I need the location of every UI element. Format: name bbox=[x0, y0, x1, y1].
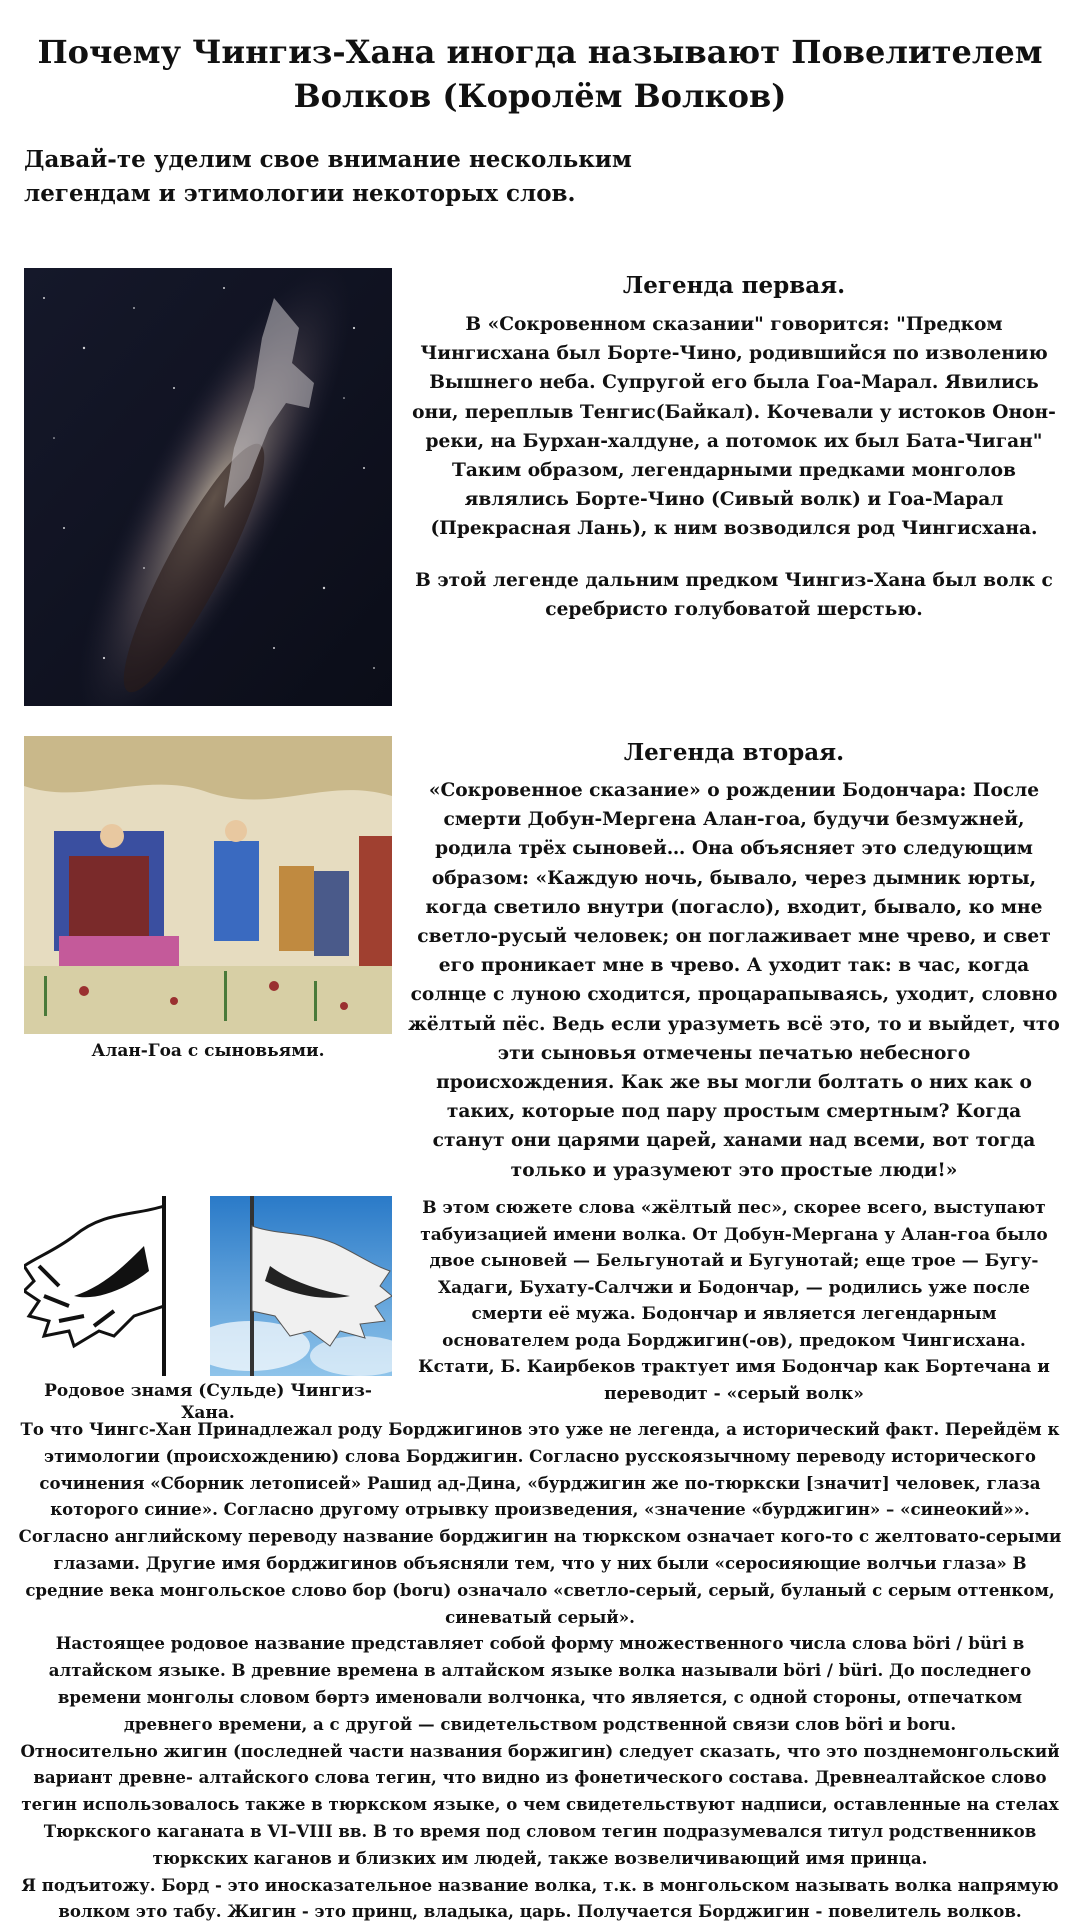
banner-caption: Родовое знамя (Сульде) Чингиз-Хана. bbox=[44, 1381, 372, 1423]
legend-1-text bbox=[408, 310, 1060, 624]
legend-1-heading: Легенда первая. bbox=[622, 272, 846, 299]
intro-text: Давай-те уделим свое внимание нескольким легендам и этимологии некоторых слов. bbox=[24, 146, 632, 207]
page-title: Почему Чингиз-Хана иногда называют Повелителем Волков (Королём Волков) bbox=[37, 33, 1043, 115]
legend-3-text: В этом сюжете слова «жёлтый пес», скорее всего, выступают табуизацией имени волка. От Добун-Мергана у Алан-гоа было двое сыновей — Бельгунотай и Бугунотай; еще трое — Бугу-Хадаги, Бухату-Салчжи и Бодончар, — родились уже после смерти её мужа. Бодончар и является легендарным основателем рода Борджигин(-ов), предоком Чингисхана. Кстати, Б. Каирбеков трактует имя Бодончар как Бортечана и переводит - «серый волк» bbox=[418, 1198, 1050, 1404]
etymology-paragraph-1: То что Чингс-Хан Принадлежал роду Борджигинов это уже не легенда, а исторический факт. Перейдём к этимологии (происхождению) слова Борджигин. Согласно русскоязычному переводу исторического сочинения «Сборник летописей» Рашид ад-Дина, «бурджигин же по-тюркски [значит] человек, глаза которого синие». Согласно другому отрывку произведения, «значение «бурджигин» – «синеокий»». Согласно английскому переводу название борджигин на тюркском означает кого-то с желтовато-серыми глазами. Другие имя борджигинов объясняли тем, что у них были «серосияющие волчьи глаза» В средние века монгольское слово бор (boru) означало «светло-серый, серый, буланый с серым оттенком, синеватый серый». bbox=[18, 1419, 1062, 1627]
etymology-paragraph-3: Относительно жигин (последней части названия боржигин) следует сказать, что это позднемонгольский вариант древне- алтайского слова тегин, что видно из фонетического состава. Древнеалтайское слово тегин использовалось также в тюркском языке, о чем свидетельствуют надписи, оставленные на стелах Тюркского каганата в VI–VIII вв. В то время под словом тегин подразумевался титул родственников тюркских каганов и близких им людей, также возвеличивающий имя принца. bbox=[20, 1740, 1060, 1868]
legend-2-heading: Легенда вторая. bbox=[623, 739, 845, 766]
legend-1-conclusion: В этой легенде дальним предком Чингиз-Хана был волк с серебристо голубоватой шерстью. bbox=[415, 569, 1053, 620]
milky-way-wolf-image bbox=[24, 268, 392, 706]
banner-drawing-image bbox=[24, 1196, 196, 1376]
etymology-section bbox=[18, 1416, 1062, 1925]
legend-1-paragraph: В «Сокровенном сказании" говорится: "Предком Чингисхана был Борте-Чино, родившийся по изволению Вышнего неба. Супругой его была Гоа-Марал. Явились они, переплыв Тенгис(Байкал). Кочевали у истоков Онон-реки, на Бурхан-халдуне, а потомок их был Бата-Чиган" Таким образом, легендарными предками монголов являлись Борте-Чино (Сивый волк) и Гоа-Марал (Прекрасная Лань), к ним возводился род Чингисхана. bbox=[412, 314, 1056, 540]
banner-photo-image bbox=[210, 1196, 392, 1376]
legend-2-text: «Сокровенное сказание» о рождении Бодончара: После смерти Добун-Мергена Алан-гоа, будучи безмужней, родила трёх сыновей… Она объясняет это следующим образом: «Каждую ночь, бывало, через дымник юрты, когда светило внутри (погасло), входит, бывало, ко мне светло-русый человек; он поглаживает мне чрево, и свет его проникает мне в чрево. А уходит так: в час, когда солнце с луною сходится, процарапываясь, уходит, словно жёлтый пёс. Ведь если уразуметь всё это, то и выйдет, что эти сыновья отмечены печатью небесного происхождения. Как же вы могли болтать о них как о таких, которые под пару простым смертным? Когда станут они царями царей, ханами над всеми, вот тогда только и уразумеют это простые люди!» bbox=[408, 780, 1060, 1181]
alan-goa-painting-image bbox=[24, 736, 392, 1034]
paragraph-gap bbox=[408, 544, 1060, 566]
etymology-paragraph-2: Настоящее родовое название представляет собой форму множественного числа слова böri / büri в алтайском языке. В древние времена в алтайском языке волка называли böri / büri. До последнего времени монголы словом бөртэ именовали волчонка, что является, с одной стороны, отпечатком древнего времени, а с другой — свидетельством родственной связи слов böri и boru. bbox=[48, 1633, 1032, 1734]
alan-goa-caption: Алан-Гоа с сыновьями. bbox=[91, 1041, 325, 1061]
etymology-conclusion: Я подъитожу. Борд - это иносказательное название волка, т.к. в монгольском называть волка напрямую волком это табу. Жигин - это принц, владыка, царь. Получается Борджигин - повелитель волков. bbox=[21, 1874, 1059, 1922]
